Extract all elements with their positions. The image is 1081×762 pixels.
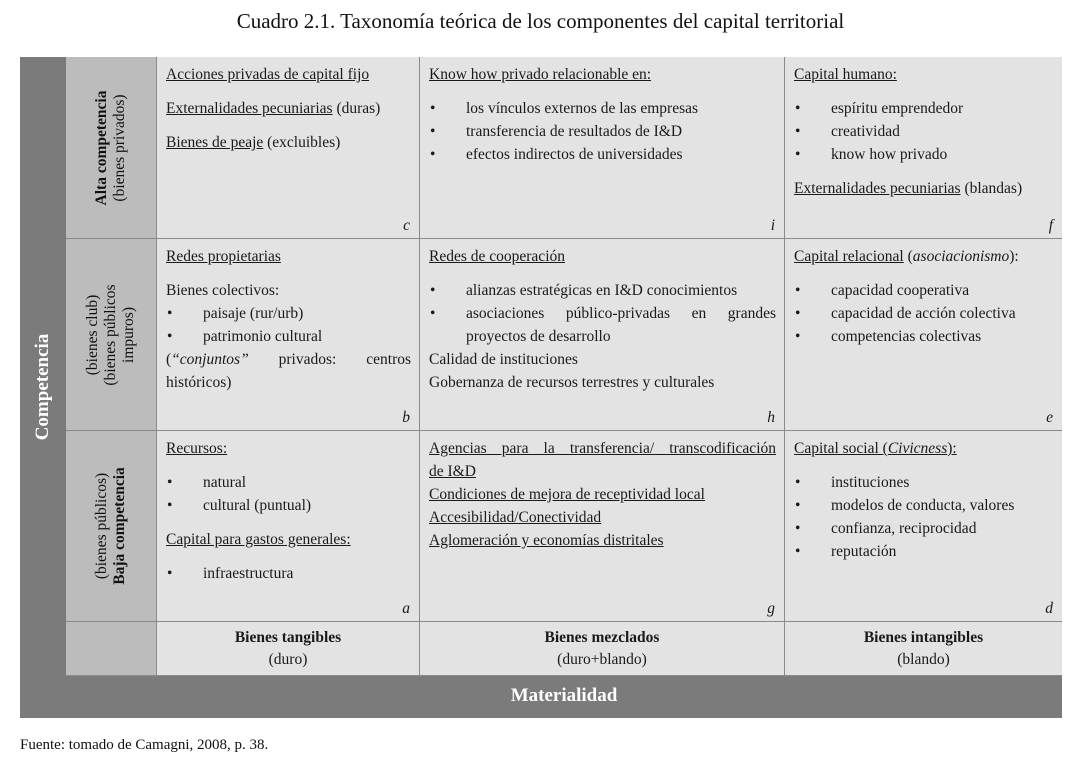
source-note: Fuente: tomado de Camagni, 2008, p. 38. [20,737,269,753]
list-item: • cultural (puntual) [166,494,411,517]
cell-h [420,239,784,430]
row-label-club-line1: (bienes club) [84,294,101,375]
cell-e-letter: e [1046,409,1053,426]
cell-h-line2: Gobernanza de recursos terrestres y culturales [429,374,715,391]
column-label-intangibles [785,622,1062,675]
list-item: • confianza, reciprocidad [794,517,1054,540]
cell-b-heading: Redes propietarias [166,248,281,265]
cell-f-heading: Capital humano: [794,66,897,83]
column-label-intangibles-sub: (blando) [897,651,950,668]
cell-a-heading2: Capital para gastos generales: [166,531,351,548]
cell-b-letter: b [402,409,410,426]
cell-a [157,431,419,621]
cell-d [785,431,1062,621]
cell-g-line1a: Agencias para la transferencia/ transcodificación [429,440,776,457]
cell-b-note: (“conjuntos” privados: centros [166,351,412,368]
footer-blank-cell [66,622,156,675]
row-label-alta-line2: (bienes privados) [111,93,128,202]
list-item: • modelos de conducta, valores [794,494,1054,517]
cell-i-letter: i [770,217,775,234]
cell-a-letter: a [402,600,410,617]
list-item: • efectos indirectos de universidades [429,143,776,166]
cell-c-letter: c [403,217,410,234]
cell-d-letter: d [1045,600,1053,617]
cell-c-heading: Acciones privadas de capital fijo [166,66,370,83]
column-label-mezclados-title: Bienes mezclados [544,629,660,646]
cell-g-line1b: de I&D [429,463,476,480]
cell-f [785,57,1062,238]
cell-b [157,239,419,430]
cell-g-letter: g [767,600,775,617]
row-label-club-line2: (bienes públicos [102,283,119,386]
list-item: • natural [166,471,411,494]
cell-f-letter: f [1048,217,1053,234]
cell-g-line4: Aglomeración y economías distritales [429,532,664,549]
cell-b-note-line2: históricos) [166,374,232,391]
table-title: Cuadro 2.1. Taxonomía teórica de los componentes del capital territorial [236,9,845,33]
cell-d-heading: Capital social (Civicness): [794,440,957,457]
cell-h-heading: Redes de cooperación [429,248,565,265]
column-label-mezclados [420,622,784,675]
list-item: • transferencia de resultados de I&D [429,120,776,143]
competencia-axis-label: Competencia [32,333,53,441]
list-item: • reputación [794,540,1054,563]
row-label-club-line3: impuros) [120,306,137,363]
list-item-continuation: proyectos de desarrollo [466,328,611,345]
cell-g-line2: Condiciones de mejora de receptividad local [429,486,705,503]
row-label-alta-line1: Alta competencia [93,90,110,205]
cell-i [420,57,784,238]
column-label-tangibles [157,622,419,675]
list-item: • patrimonio cultural [166,325,411,348]
cell-g-line3: Accesibilidad/Conectividad [429,509,602,526]
row-label-baja [66,431,156,621]
row-label-alta [66,57,156,238]
row-label-club [66,239,156,430]
list-item: • competencias colectivas [794,325,1054,348]
cell-e-heading: Capital relacional (asociacionismo): [794,248,1019,265]
column-label-tangibles-sub: (duro) [268,651,308,668]
cell-c-line2: Externalidades pecuniarias (duras) [166,100,381,117]
cell-b-subheading: Bienes colectivos: [166,282,280,299]
cell-h-letter: h [767,409,775,426]
list-item: • creatividad [794,120,1054,143]
list-item: • espíritu emprendedor [794,97,1054,120]
row-label-baja-line2: Baja competencia [111,467,128,585]
row-label-baja-line1: (bienes públicos) [93,472,110,580]
list-item: • paisaje (rur/urb) [166,302,411,325]
list-item: • los vínculos externos de las empresas [429,97,776,120]
cell-g [420,431,784,621]
list-item: • capacidad de acción colectiva [794,302,1054,325]
cell-i-heading: Know how privado relacionable en: [429,66,652,83]
materialidad-axis-label: Materialidad [66,676,1062,718]
cell-e [785,239,1062,430]
cell-h-line1: Calidad de instituciones [429,351,578,368]
column-label-mezclados-sub: (duro+blando) [557,651,647,668]
list-item: • instituciones [794,471,1054,494]
list-item: • asociaciones público-privadas en grandes [429,302,776,325]
list-item: • alianzas estratégicas en I&D conocimientos [429,279,776,302]
column-label-intangibles-title: Bienes intangibles [863,629,984,646]
cell-c [157,57,419,238]
cell-a-heading: Recursos: [166,440,228,457]
list-item: • know how privado [794,143,1054,166]
column-label-tangibles-title: Bienes tangibles [234,629,342,646]
list-item: • infraestructura [166,562,411,585]
list-item: • capacidad cooperativa [794,279,1054,302]
cell-c-line3: Bienes de peaje (excluibles) [166,134,341,151]
cell-f-line2: Externalidades pecuniarias (blandas) [794,180,1023,197]
